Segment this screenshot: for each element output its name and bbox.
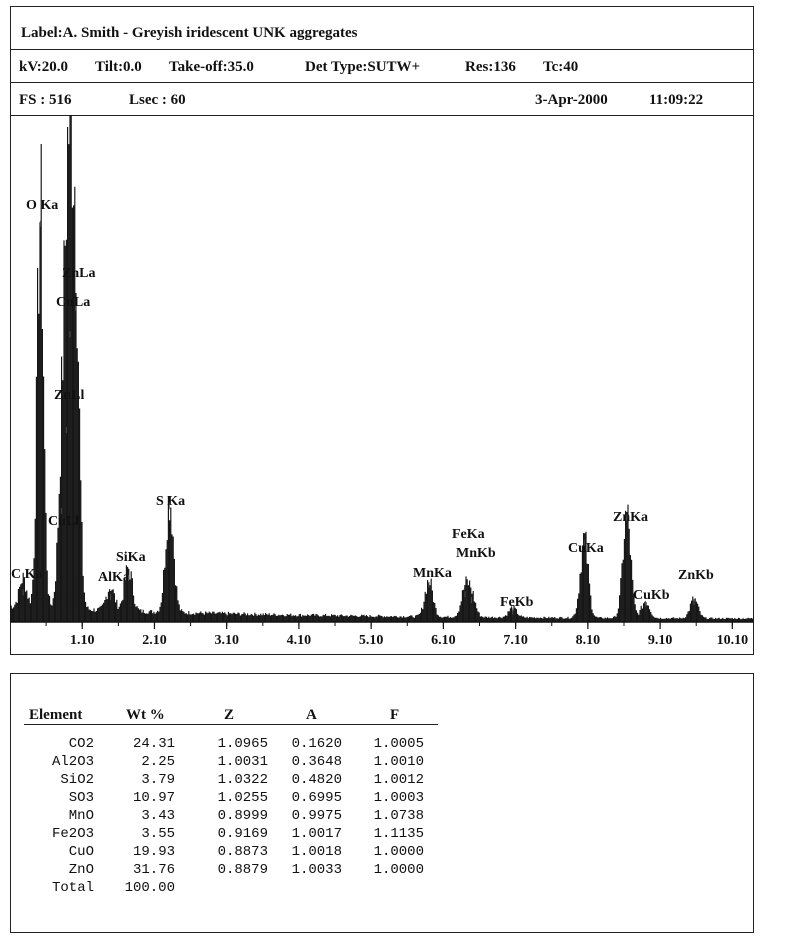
x-tick-label: 8.10 xyxy=(575,633,601,648)
edx-spectrum-chart xyxy=(10,115,754,655)
table-cell: 3.43 xyxy=(141,808,175,824)
fs-value: FS : 516 xyxy=(19,92,72,108)
table-cell: 0.6995 xyxy=(291,790,342,806)
label-row xyxy=(10,6,754,50)
x-tick-label: 10.10 xyxy=(716,633,749,648)
table-cell: 1.0018 xyxy=(291,844,342,860)
table-cell: 1.0012 xyxy=(373,772,424,788)
peak-label: ZnLa xyxy=(62,266,96,281)
table-cell: 3.79 xyxy=(141,772,175,788)
peak-label: AlKa xyxy=(98,570,130,585)
lsec-value: Lsec : 60 xyxy=(129,92,186,108)
x-tick-label: 2.10 xyxy=(142,633,167,648)
peak-label: ZnKb xyxy=(678,568,714,583)
date-value: 3-Apr-2000 xyxy=(535,92,608,108)
x-tick-label: 7.10 xyxy=(503,633,528,648)
table-cell: 0.8879 xyxy=(217,862,268,878)
col-a-header: A xyxy=(306,707,317,723)
table-cell: 1.0000 xyxy=(373,862,424,878)
col-element-header: Element xyxy=(29,707,83,723)
table-cell: 1.0010 xyxy=(373,754,424,770)
x-tick-label: 3.10 xyxy=(214,633,239,648)
table-cell: 3.55 xyxy=(141,826,175,842)
table-cell: 10.97 xyxy=(132,790,175,806)
table-cell: 1.0322 xyxy=(217,772,268,788)
table-cell: 24.31 xyxy=(132,736,175,752)
peak-label: MnKb xyxy=(456,546,496,561)
col-wt-header: Wt % xyxy=(126,707,165,723)
peak-label: MnKa xyxy=(413,566,452,581)
table-cell: 1.0000 xyxy=(373,844,424,860)
peak-label: SiKa xyxy=(116,550,146,565)
col-z-header: Z xyxy=(224,707,235,723)
table-cell: 1.0017 xyxy=(291,826,342,842)
table-cell: 100.00 xyxy=(124,880,175,896)
res-value: Res:136 xyxy=(465,59,516,75)
table-cell: CO2 xyxy=(68,736,94,752)
peak-label: ZnKa xyxy=(613,510,649,525)
tilt-value: Tilt:0.0 xyxy=(95,59,142,75)
table-cell: 19.93 xyxy=(132,844,175,860)
table-cell: 1.0965 xyxy=(217,736,268,752)
takeoff-value: Take-off:35.0 xyxy=(169,59,254,75)
table-cell: 1.0031 xyxy=(217,754,268,770)
kv-value: kV:20.0 xyxy=(19,59,69,75)
table-cell: 0.9975 xyxy=(291,808,342,824)
table-cell: Fe2O3 xyxy=(51,826,94,842)
peak-label: CuLa xyxy=(56,295,91,310)
peak-label: ZnLl xyxy=(54,388,85,403)
tc-value: Tc:40 xyxy=(543,59,579,75)
table-cell: 0.9169 xyxy=(217,826,268,842)
time-value: 11:09:22 xyxy=(649,92,704,108)
x-tick-label: 5.10 xyxy=(358,633,384,648)
table-cell: SiO2 xyxy=(60,772,94,788)
col-f-header: F xyxy=(390,707,400,723)
x-tick-label: 4.10 xyxy=(286,633,312,648)
table-cell: 0.8999 xyxy=(217,808,268,824)
table-cell: 1.0255 xyxy=(217,790,268,806)
table-cell: 1.0003 xyxy=(373,790,424,806)
table-cell: 1.0033 xyxy=(291,862,342,878)
peak-label: CuKb xyxy=(633,588,670,603)
sample-label: Label:A. Smith - Greyish iridescent UNK aggregates xyxy=(21,25,358,41)
peak-label: S Ka xyxy=(156,494,186,509)
table-cell: SO3 xyxy=(68,790,94,806)
table-cell: 0.1620 xyxy=(291,736,342,752)
peak-label: CuLl xyxy=(48,514,80,529)
table-cell: 0.8873 xyxy=(217,844,268,860)
det-type-value: Det Type:SUTW+ xyxy=(305,59,421,75)
table-cell: 31.76 xyxy=(132,862,175,878)
params-row xyxy=(10,49,754,83)
x-tick-label: 1.10 xyxy=(69,633,95,648)
table-cell: 1.0005 xyxy=(373,736,424,752)
table-cell: Al2O3 xyxy=(51,754,94,770)
table-cell: MnO xyxy=(68,808,94,824)
spectrum-trace xyxy=(10,115,753,622)
peak-label: FeKa xyxy=(452,527,485,542)
peak-label: CuKa xyxy=(568,541,604,556)
table-cell: 0.3648 xyxy=(291,754,342,770)
table-cell: Total xyxy=(51,880,94,896)
acquisition-row xyxy=(10,82,754,116)
table-cell: 1.1135 xyxy=(373,826,424,842)
x-tick-label: 6.10 xyxy=(431,633,456,648)
peak-label: C Ka xyxy=(11,567,43,582)
peak-label: FeKb xyxy=(500,595,534,610)
table-cell: 1.0738 xyxy=(373,808,424,824)
table-header-rule xyxy=(24,724,438,725)
x-tick-label: 9.10 xyxy=(647,633,673,648)
table-cell: CuO xyxy=(68,844,94,860)
table-cell: 0.4820 xyxy=(291,772,342,788)
peak-label: O Ka xyxy=(26,198,59,213)
table-cell: 2.25 xyxy=(141,754,175,770)
table-cell: ZnO xyxy=(68,862,94,878)
